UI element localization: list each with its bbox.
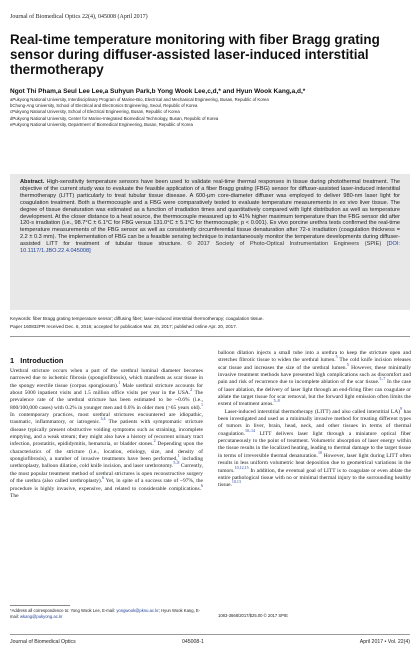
citation-link[interactable]: 3,4: [100, 416, 106, 422]
body-text: Yet, in spite of a success rate of ~97%, the procedure is highly invasive, expensive, and related to considerable complications.: [10, 478, 203, 492]
journal-header: Journal of Biomedical Optics 22(4), 045008 (April 2017): [10, 14, 148, 20]
citation-link[interactable]: 5: [346, 361, 349, 367]
footnote-text: *Address all correspondence to: Yong Wook Lee, E-mail:: [10, 608, 117, 613]
citation-link[interactable]: 2: [153, 438, 156, 444]
body-text: has been investigated and used as a minimally invasive method for treating different types of tumors in liver, brain, head, neck, and other tissues in terms of thermal coagulation.: [218, 408, 411, 437]
keywords: Keywords: fiber Bragg grating temperature sensor; diffusing fiber; laser-induced interstitial thermotherapy; coagulation tissue.: [10, 316, 264, 321]
section-heading: [10, 356, 63, 365]
abstract: [20, 179, 400, 255]
citation-link[interactable]: 10,13: [231, 479, 241, 485]
body-text: LITT delivers laser light through a miniature optical fiber percutaneously to the point of treatment. Volumetric absorption of laser energy within the tissue results in the localized heating, leading to thermal damage to the target tissue in terms of irreversible thermal denaturation.: [218, 430, 411, 459]
paper-history: Paper 160832PR received Dec. 6, 2016; accepted for publication Mar. 28, 2017; published online Apr. 20, 2017.: [10, 324, 238, 329]
citation-link[interactable]: 5–8: [273, 398, 280, 404]
affiliation-e: ePukyong National University, Department of Biomedical Engineering, Busan, Republic of Korea: [10, 121, 193, 127]
footer-journal: Journal of Biomedical Optics: [10, 639, 76, 645]
paper-title: Real-time temperature monitoring with fiber Bragg grating sensor during diffuser-assisted laser-induced interstitial thermotherapy: [10, 32, 380, 77]
body-text: Depending upon the characteristics of the stricture (i.e., location, etiology, size, and density of spongiofibrosis), a number of invasive treatments have been performed,: [10, 441, 203, 463]
citation-link[interactable]: 1: [118, 379, 121, 385]
body-text: including urethroplasty, balloon dilation, cold knife incision, and laser urethrotomy.: [10, 456, 204, 470]
body-text: In contemporary practices, most urethral strictures encountered are idiopathic, traumatic, inflammatory, or iatrogenic.: [10, 412, 203, 426]
body-text: balloon dilation injects a small tube into a urethra to keep the stricture open and stretches fibrotic tissue to widen the urethral lumen.: [218, 350, 411, 364]
citation-link[interactable]: 1: [177, 453, 180, 459]
citation-link[interactable]: 5: [335, 354, 338, 360]
divider: [10, 336, 410, 337]
citation-link[interactable]: 5–8: [173, 460, 180, 466]
abstract-label: Abstract.: [20, 179, 45, 185]
abstract-text: High-sensitivity temperature sensors have been used to validate real-time thermal responses in tissue during photothermal treatment. The objective of the current study was to evaluate the feasible application of a fiber Bragg grating (FBG) sensor for diffuser-assisted laser-induced interstitial thermotherapy (LITT) particularly to treat tubular tissue disease. A 600-μm core-diameter diffuser was employed to deliver 980-nm laser light for coagulation treatment. Both a thermocouple and a FBG were comparatively tested to evaluate temperature measurements in ex vivo liver tissue. The degree of tissue denaturation was estimated as a function of irradiation times and quantitatively compared with light distribution as well as temperature development. At the closer distance to a heat source, the thermocouple measured up to 41% higher maximum temperature than the FBG sensor did after 120-s irradiation (i.e., 98.7°C ± 6.1°C for FBG versus 131.0°C ± 5.1°C for thermocouple; p < 0.001). Ex vivo porcine urethra tests confirmed the real-time temperature measurements of the FBG sensor as well as consistently circumferential tissue denaturation after 72-s irradiation (coagulation thickness = 2.2 ± 0.3 mm). The implementation of FBG can be a feasible sensing technique to instantaneously monitor the temperature developments during diffuser-assisted LITT for treatment of tubular tissue structure.: [20, 179, 400, 248]
doi-link[interactable]: [DOI: 10.1117/1.JBO.22.4.045008]: [20, 241, 400, 255]
body-text: In addition, the eventual goal of LITT is to coagulate or even ablate the entire pathological tissue with no or minimal thermal injury to the surrounding healthy tissue.: [218, 467, 411, 489]
citation-link[interactable]: 10–14: [245, 427, 256, 433]
citation-link[interactable]: 10: [317, 449, 322, 455]
body-text: Currently, the most popular treatment method of urethral strictures is open reconstructive surgery of the urethra (also called urethroplasty).: [10, 463, 203, 485]
affiliation-d: dPukyong National University, Center for Marine-Integrated Biomedical Technology, Busan, Republic of Korea: [10, 115, 219, 121]
citation-link[interactable]: 6: [201, 482, 203, 488]
email-link[interactable]: wkang@pukyong.ac.kr: [20, 613, 63, 619]
citation-link[interactable]: 10,12,15: [234, 464, 249, 470]
section-title: Introduction: [20, 356, 64, 365]
abstract-box: [10, 174, 410, 310]
author-list: Ngot Thi Pham,a Seul Lee Lee,a Suhyun Park,b Yong Wook Lee,c,d,* and Hyun Wook Kang,a,d,*: [10, 88, 306, 95]
body-text: The cold knife incision releases scar tissue and increases the size of the urethral lumen.: [218, 357, 412, 371]
footer-issue: April 2017 • Vol. 22(4): [359, 639, 410, 645]
affiliations: [10, 97, 410, 128]
citation-link[interactable]: 2: [190, 387, 193, 393]
body-text: However, laser light during LITT often results in less uniform volumetric heat deposition due to geometrical variations in the tumors.: [218, 452, 411, 474]
body-text: Laser-induced interstitial thermotherapy (LITT) and also called interstitial LA): [224, 408, 401, 415]
affiliation-a: aPukyong National University, Interdisciplinary Program of Marine-Bio, Electrical and Mechanical Engineering, Busan, Republic of Korea: [10, 97, 269, 102]
page-number: 045008-1: [182, 639, 204, 645]
citation-link[interactable]: 6: [102, 475, 105, 481]
body-text: The patients with symptomatic stricture disease typically present obstructive voiding symptoms such as straining, incomplete emptying, and a weak stream; they might also have a history of recurrent urinary tract infection, prostatitis, epididymitis, hematuria, or bladder stones.: [10, 419, 203, 448]
intro-right-column: [218, 350, 411, 490]
issn-line: 1083-3668/2017/$25.00 © 2017 SPIE: [218, 613, 288, 618]
section-number: 1: [10, 356, 15, 365]
citation-link[interactable]: 5–7: [379, 376, 386, 382]
body-text: In the case of laser ablation, the delivery of laser light through an end-firing fiber can coagulate or ablate the target tissue for scar removal, but the forward light emission often limits the extent of treatment areas.: [218, 379, 412, 408]
footnote-text: ; Hyun Wook Kang, E-mail:: [10, 608, 201, 619]
body-text: The prevalence rate of the urethral stricture has been estimated to be ~0.6% (i.e., 800/100,000 cases) with 0.2% in younger men and 0.6% in older men (>65 years old).: [10, 390, 203, 411]
body-text: Urethral stricture occurs when a part of the urethral luminal diameter becomes narrowed due to ischemic fibrosis (spongiofibrosis), which manifests as scar tissue in the spongy erectile tissue (corpus spongiosum).: [10, 368, 203, 389]
footnote-divider: [10, 605, 70, 606]
abstract-copyright: © 2017 Society of Photo-Optical Instrumentation Engineers (SPIE): [187, 241, 382, 248]
body-text: The: [10, 492, 19, 499]
email-link[interactable]: yongwook@pknu.ac.kr: [116, 608, 159, 613]
body-text: However, these minimally invasive treatment methods have presented high complications such as discomfort and pain and risk of recurrence due to incomplete ablation of the scar tissue.: [218, 364, 411, 386]
intro-left-column: [10, 368, 203, 500]
affiliation-c: cPukyong National University, School of Electrical Engineering, Busan, Republic of Korea: [10, 109, 180, 115]
correspondence-footnote: [10, 608, 205, 619]
body-text: Male urethral stricture accounts for about 5000 inpatient visits and 1.5 million office visits per year in the USA.: [10, 382, 203, 397]
affiliation-b: bChung-Ang University, School of Electrical and Electronics Engineering, Seoul, Republic of Korea: [10, 103, 198, 109]
citation-link[interactable]: 1: [201, 401, 203, 407]
citation-link[interactable]: 9: [400, 405, 403, 411]
footer-divider: [10, 634, 410, 635]
